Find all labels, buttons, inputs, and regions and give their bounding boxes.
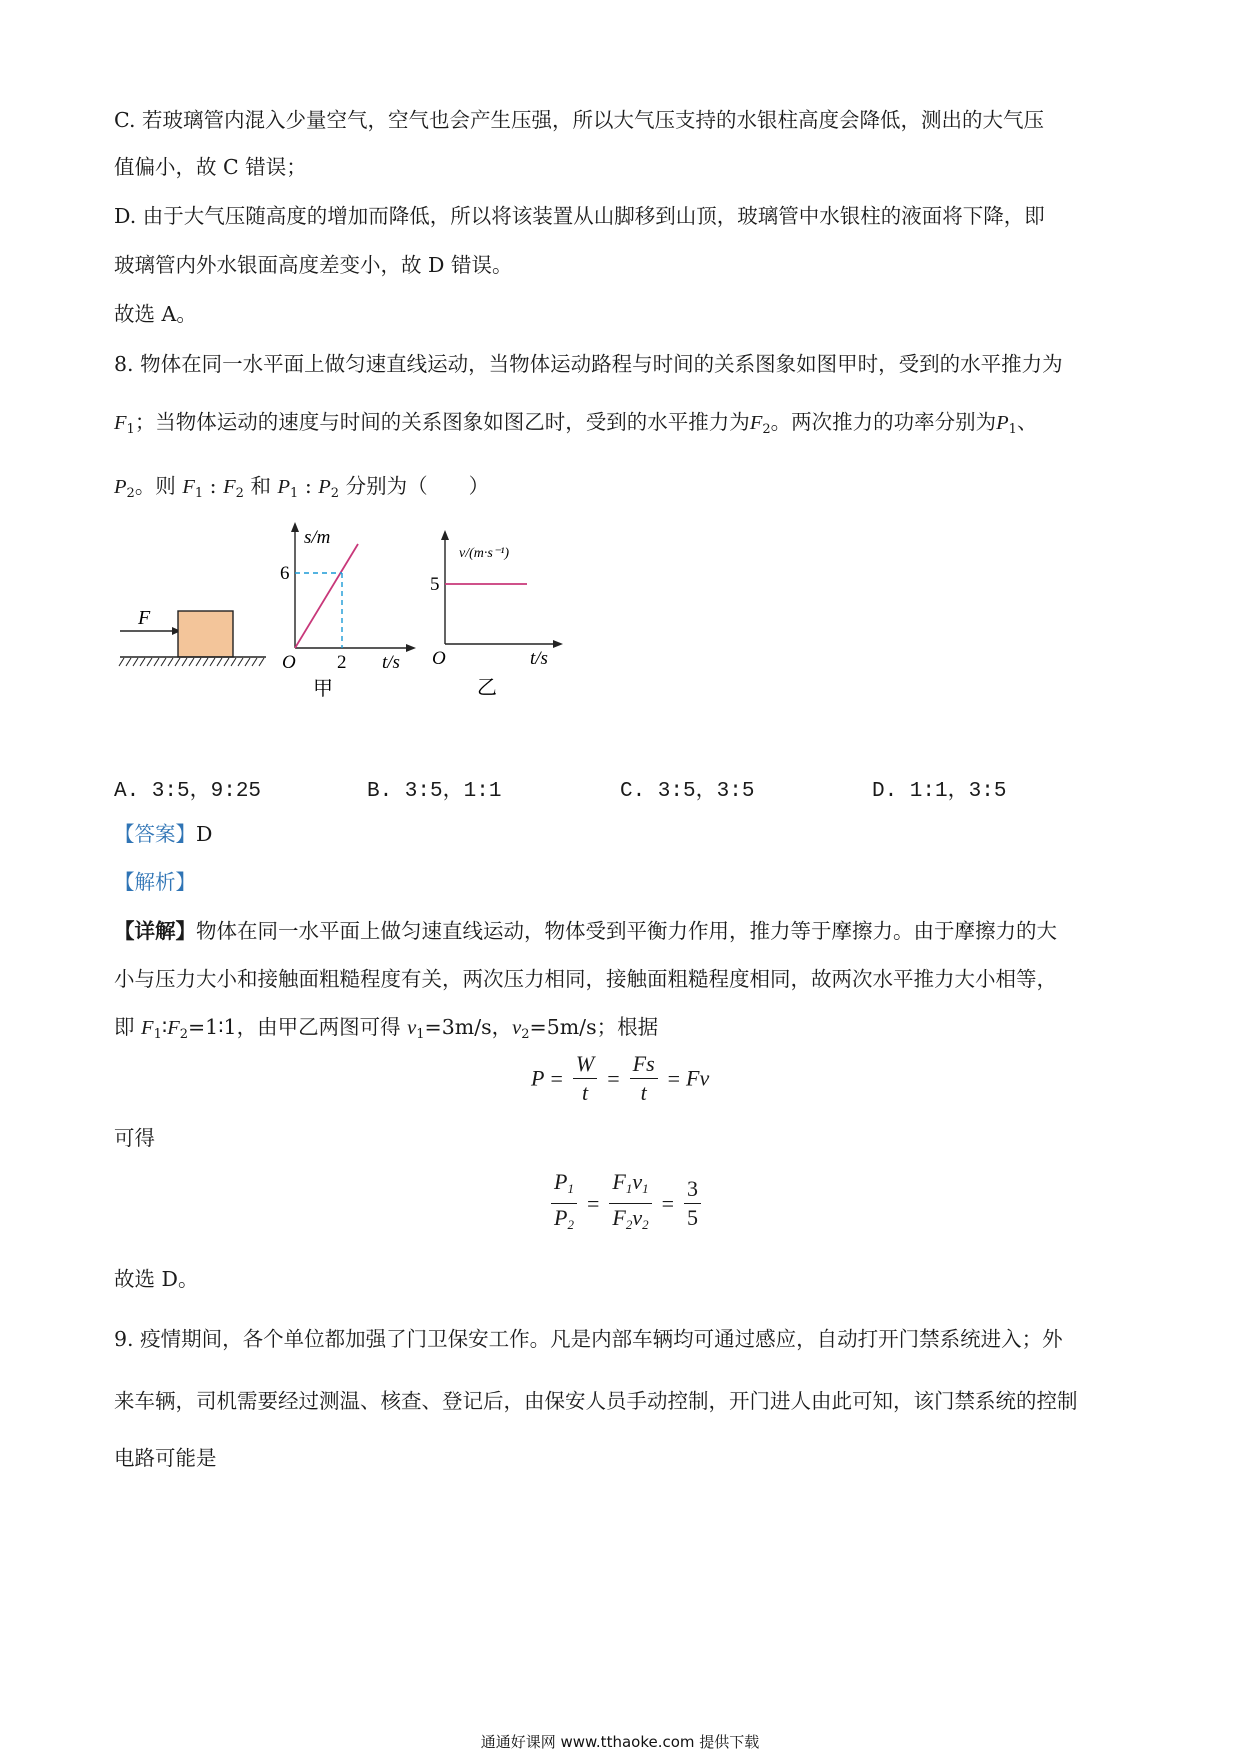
option-d-explanation-line1: D. 由于大气压随高度的增加而降低，所以将该装置从山脚移到山顶，玻璃管中水银柱的液面将下降，即 xyxy=(114,204,1045,228)
graph-jia-caption: 甲 xyxy=(313,678,333,700)
graph-yi-x-label: t/s xyxy=(530,648,548,669)
block xyxy=(178,611,233,657)
question-8-figure xyxy=(110,520,570,710)
graph-jia-y-tick: 6 xyxy=(280,563,290,584)
graph-yi-caption: 乙 xyxy=(477,677,497,699)
kede-line: 可得 xyxy=(114,1126,155,1150)
graph-jia-x-label: t/s xyxy=(382,652,400,673)
graph-yi-y-label: v/(m·s⁻¹) xyxy=(459,546,510,561)
question-9-line2: 来车辆，司机需要经过测温、核查、登记后，由保安人员手动控制，开门进人由此可知，该门禁系统的控制 xyxy=(114,1389,1078,1413)
answer-tag: 【答案】 xyxy=(114,822,196,846)
question-9-line3: 电路可能是 xyxy=(114,1446,217,1470)
option-d-explanation-line2: 玻璃管内外水银面高度差变小，故 D 错误。 xyxy=(114,253,513,277)
graph-jia xyxy=(280,522,416,700)
question-8-line1: 8. 物体在同一水平面上做匀速直线运动，当物体运动路程与时间的关系图象如图甲时，受到的水平推力为 xyxy=(114,352,1063,376)
question-8-line3: $P_2$。则 $F_1$ : $F_2$ 和 $P_1$ : $P_2$ 分别为（ ） xyxy=(114,474,490,501)
choose-a-line: 故选 A。 xyxy=(114,302,197,326)
graph-jia-x-tick: 2 xyxy=(337,652,347,673)
option-d: D. 1:1，3:5 xyxy=(872,780,1007,803)
option-a: A. 3:5，9:25 xyxy=(114,780,262,803)
detail-line3: 即 $F_1∶F_2=1∶1$，由甲乙两图可得 $v_1=3m/s$，$v_2=5m/s$；根据 xyxy=(114,1015,659,1042)
graph-jia-origin: O xyxy=(282,652,296,673)
ratio-formula: $\frac{P_1}{P_2}$ = $\frac{F_1v_1}{F_2v_2}$ = $\frac{3}{5}$ xyxy=(547,1168,705,1239)
option-c-explanation-line2: 值偏小，故 C 错误； xyxy=(114,155,307,179)
graph-jia-y-label: s/m xyxy=(304,527,331,548)
force-label: F xyxy=(138,607,151,629)
graph-yi-y-tick: 5 xyxy=(430,574,440,595)
answer-line xyxy=(114,820,212,848)
option-c-explanation-line1: C. 若玻璃管内混入少量空气，空气也会产生压强，所以大气压支持的水银柱高度会降低，测出的大气压 xyxy=(114,108,1044,132)
block-diagram xyxy=(119,607,266,666)
s-t-line xyxy=(295,544,358,648)
footer-watermark: 通通好课网 www.tthaoke.com 提供下载 xyxy=(480,1733,760,1751)
question-9-line1: 9. 疫情期间，各个单位都加强了门卫保安工作。凡是内部车辆均可通过感应，自动打开门禁系统进入；外 xyxy=(114,1327,1063,1351)
question-8-line2: $F_1$；当物体运动的速度与时间的关系图象如图乙时，受到的水平推力为$F_2$。两次推力的功率分别为$P_1$、 xyxy=(114,410,1038,437)
graph-yi-origin: O xyxy=(432,648,446,669)
option-b: B. 3:5，1:1 xyxy=(367,780,502,803)
power-formula: P = $\frac{W}{t}$ = $\frac{Fs}{t}$ = Fv xyxy=(531,1051,710,1105)
detail-line2: 小与压力大小和接触面粗糙程度有关，两次压力相同，接触面粗糙程度相同，故两次水平推力大小相等， xyxy=(114,967,1057,991)
answer-value: D xyxy=(196,822,213,846)
choose-d-line: 故选 D。 xyxy=(114,1267,199,1291)
detail-line1: 【详解】物体在同一水平面上做匀速直线运动，物体受到平衡力作用，推力等于摩擦力。由于摩擦力的大 xyxy=(114,919,1057,943)
option-c: C. 3:5，3:5 xyxy=(620,780,755,803)
detail-tag: 【详解】 xyxy=(114,919,196,943)
graph-yi xyxy=(430,530,563,699)
analysis-tag: 【解析】 xyxy=(114,870,196,894)
